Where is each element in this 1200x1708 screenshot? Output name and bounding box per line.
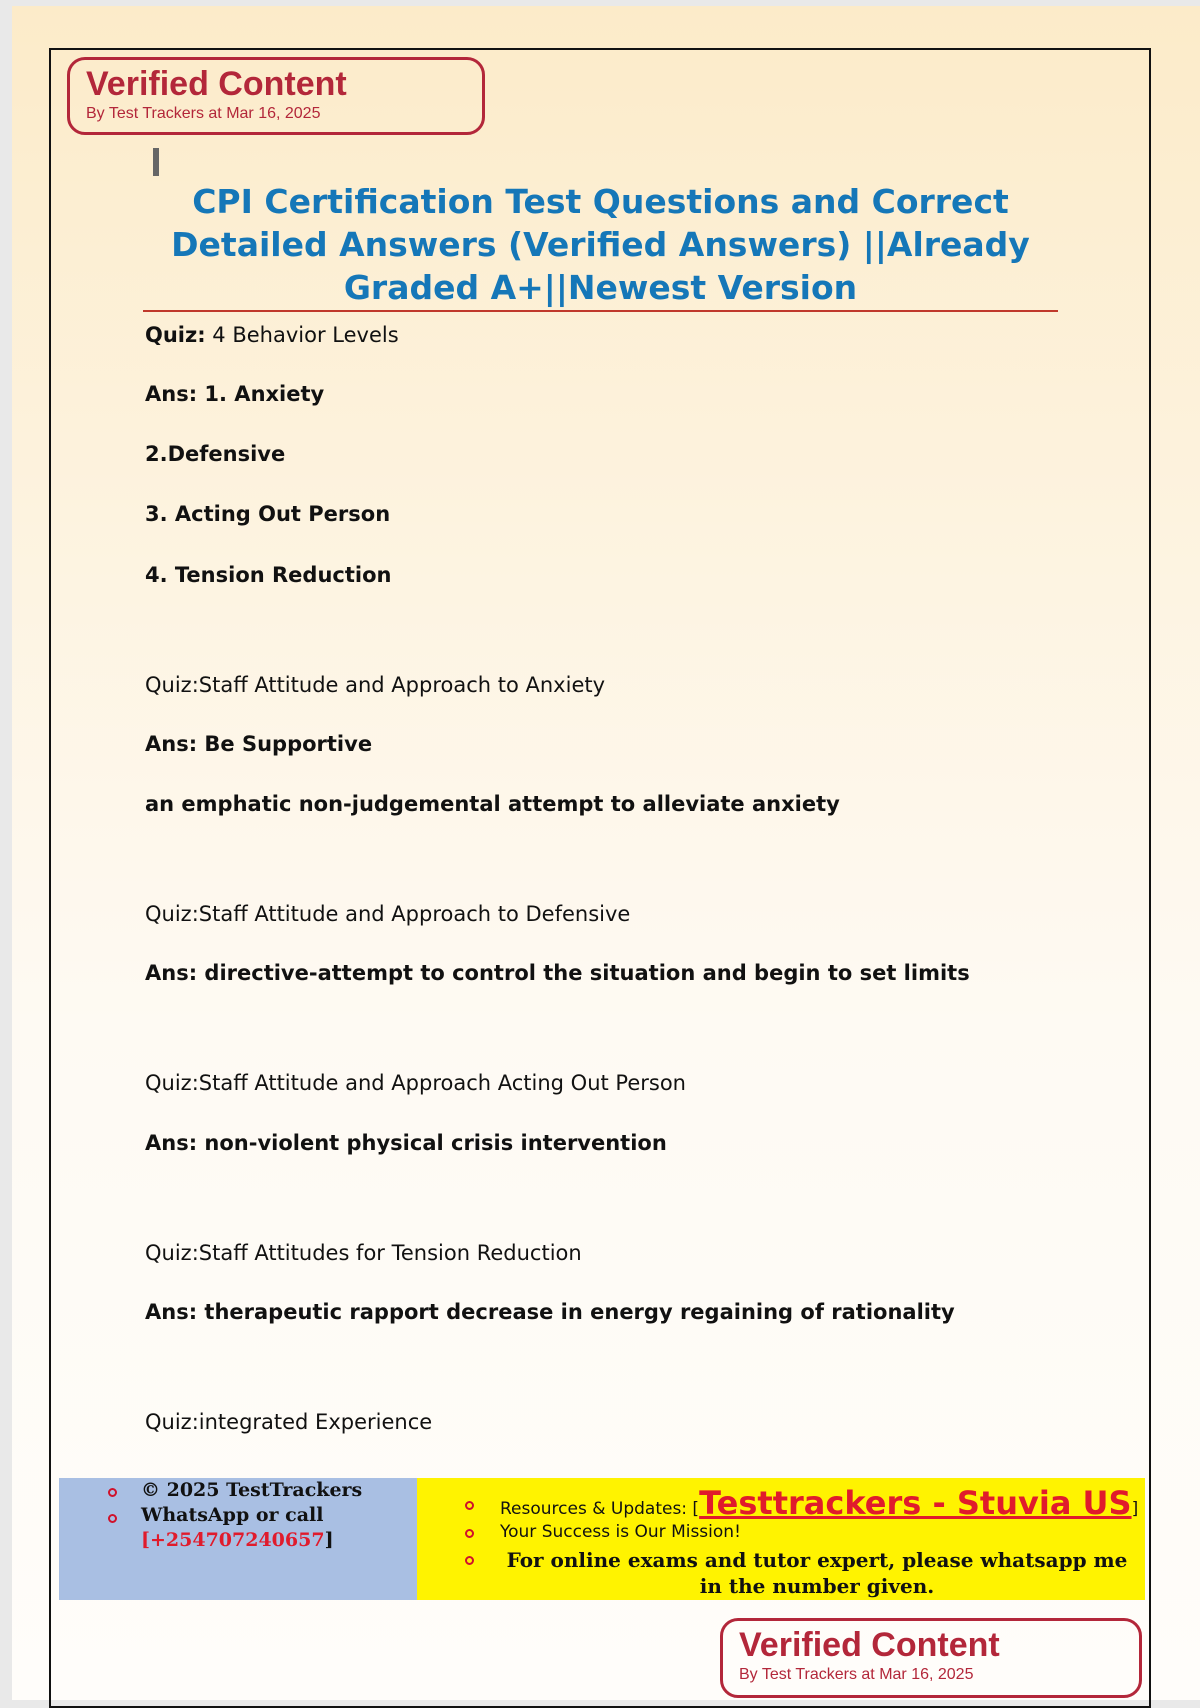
resources-bracket: ] <box>1131 1499 1139 1519</box>
question-4: Quiz:Staff Attitude and Approach Acting Out Person <box>145 1071 686 1095</box>
answer-1-line-4: 4. Tension Reduction <box>145 563 392 587</box>
bullet-icon <box>108 1488 117 1497</box>
footer-resources <box>500 1484 1138 1522</box>
question-3: Quiz:Staff Attitude and Approach to Defensive <box>145 902 631 926</box>
verified-badge-title: Verified Content <box>86 65 347 103</box>
verified-badge-subtitle: By Test Trackers at Mar 16, 2025 <box>739 1666 974 1683</box>
phone-number[interactable]: +254707240657 <box>150 1529 325 1551</box>
footer-tutor-note <box>495 1547 1139 1599</box>
question-5: Quiz:Staff Attitudes for Tension Reduction <box>145 1241 582 1265</box>
verified-badge-title: Verified Content <box>739 1626 1000 1664</box>
tutor-line-1: For online exams and tutor expert, please whatsapp me <box>506 1548 1128 1572</box>
bullet-icon <box>108 1514 117 1523</box>
answer-3: Ans: directive-attempt to control the situation and begin to set limits <box>145 961 970 985</box>
answer-4: Ans: non-violent physical crisis intervention <box>145 1131 667 1155</box>
footer-contact-panel <box>59 1478 417 1600</box>
footer-mission: Your Success is Our Mission! <box>500 1522 741 1542</box>
answer-1-line-1: Ans: 1. Anxiety <box>145 382 325 406</box>
footer-phone[interactable]: [+254707240657] <box>141 1529 334 1551</box>
answer-1-line-2: 2.Defensive <box>145 442 286 466</box>
bullet-icon <box>465 1529 474 1538</box>
verified-badge-bottom <box>720 1618 1142 1698</box>
footer-whatsapp-label: WhatsApp or call <box>141 1504 324 1526</box>
title-line-1: CPI Certification Test Questions and Correct <box>192 182 1009 221</box>
question-2: Quiz:Staff Attitude and Approach to Anxiety <box>145 673 606 697</box>
question-6: Quiz:integrated Experience <box>145 1410 433 1434</box>
question-1-label: Quiz: <box>145 323 206 347</box>
verified-badge-top <box>67 57 485 135</box>
title-line-2: Detailed Answers (Verified Answers) ||Already <box>171 225 1030 264</box>
footer-resources-panel <box>417 1478 1145 1600</box>
title-line-3: Graded A+||Newest Version <box>343 268 858 307</box>
tutor-line-2: in the number given. <box>699 1574 935 1598</box>
title-divider <box>143 310 1058 312</box>
document-title <box>143 180 1058 309</box>
answer-2-line-1: Ans: Be Supportive <box>145 732 373 756</box>
bullet-icon <box>465 1556 474 1565</box>
resources-label: Resources & Updates: [ <box>500 1499 700 1519</box>
answer-1-line-3: 3. Acting Out Person <box>145 502 391 526</box>
footer-copyright: © 2025 TestTrackers <box>141 1479 363 1501</box>
answer-5: Ans: therapeutic rapport decrease in energy regaining of rationality <box>145 1300 955 1324</box>
bullet-icon <box>465 1501 474 1510</box>
resources-link[interactable]: Testtrackers - Stuvia US <box>699 1484 1132 1522</box>
text-cursor-mark <box>153 148 159 176</box>
question-1 <box>145 323 399 347</box>
question-1-text: 4 Behavior Levels <box>205 323 399 347</box>
answer-2-line-2: an emphatic non-judgemental attempt to alleviate anxiety <box>145 792 840 816</box>
verified-badge-subtitle: By Test Trackers at Mar 16, 2025 <box>86 105 321 122</box>
